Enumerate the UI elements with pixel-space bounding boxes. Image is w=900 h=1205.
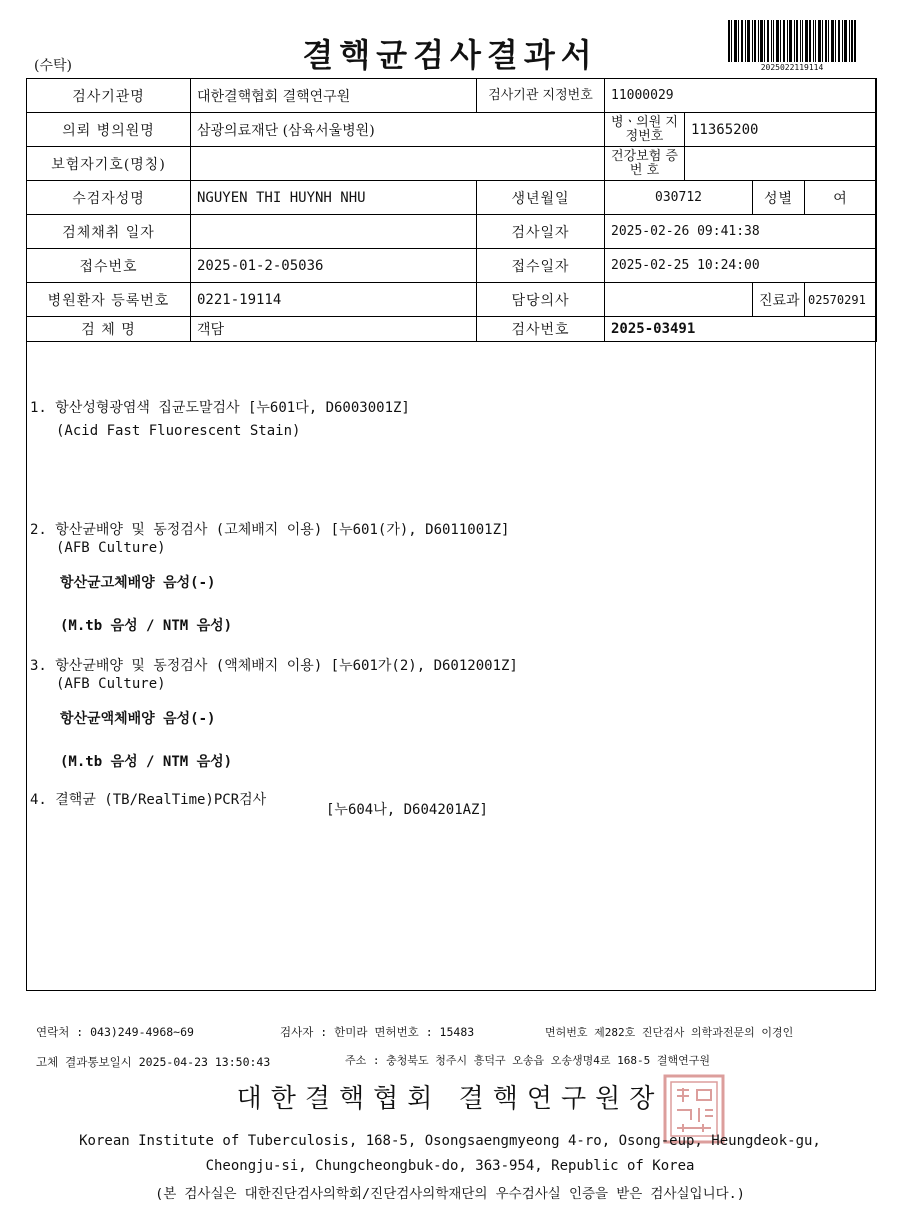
examiner-info: 검사자 : 한미라 면허번호 : 15483 xyxy=(280,1025,475,1039)
dob-value: 030712 xyxy=(605,181,753,215)
table-row xyxy=(27,147,877,181)
doctor-label: 담당의사 xyxy=(477,283,605,317)
test2-title: 2. 항산균배양 및 동정검사 (고체배지 이용) [누601(가), D6011001Z] xyxy=(30,522,510,538)
table-row xyxy=(27,181,877,215)
specimen-label: 검 체 명 xyxy=(27,317,191,342)
collect-date-value xyxy=(191,215,477,249)
receipt-date-value: 2025-02-25 10:24:00 xyxy=(605,249,877,283)
address-english-line1: Korean Institute of Tuberculosis, 168-5, Osongsaengmyeong 4-ro, Osong-eup, Heungdeok-gu, xyxy=(79,1133,821,1149)
certification-note: (본 검사실은 대한진단검사의학회/진단검사의학재단의 우수검사실 인증을 받은 검사실입니다.) xyxy=(155,1186,745,1202)
test-date-label: 검사일자 xyxy=(477,215,605,249)
patient-name-value: NGUYEN THI HUYNH NHU xyxy=(191,181,477,215)
document-title: 결핵균검사결과서 xyxy=(302,36,598,74)
hospital-code-value: 11365200 xyxy=(685,113,877,147)
test4-title: 4. 결핵균 (TB/RealTime)PCR검사 xyxy=(30,792,267,808)
test2-result: 항산균고체배양 음성(-) xyxy=(60,575,216,591)
test1-title: 1. 항산성형광염색 집균도말검사 [누601다, D6003001Z] xyxy=(30,400,410,416)
hospital-code-label: 병ㆍ의원 지정번호 xyxy=(605,113,685,147)
info-table xyxy=(26,78,877,342)
lab-name-value: 대한결핵협회 결핵연구원 xyxy=(191,79,477,113)
health-ins-label: 건강보험 증 번 호 xyxy=(605,147,685,181)
lab-name-label: 검사기관명 xyxy=(27,79,191,113)
reg-no-value: 0221-19114 xyxy=(191,283,477,317)
insurer-value xyxy=(191,147,605,181)
reg-no-label: 병원환자 등록번호 xyxy=(27,283,191,317)
sex-value: 여 xyxy=(805,181,877,215)
test2-english: (AFB Culture) xyxy=(56,540,166,556)
specimen-value: 객담 xyxy=(191,317,477,342)
table-row xyxy=(27,113,877,147)
receipt-no-label: 접수번호 xyxy=(27,249,191,283)
hospital-label: 의뢰 병의원명 xyxy=(27,113,191,147)
contact-info: 연락처 : 043)249-4968~69 xyxy=(36,1025,194,1039)
specialist-info: 면허번호 제282호 진단검사 의학과전문의 이경인 xyxy=(545,1026,794,1039)
address-korean: 주소 : 충청북도 청주시 흥덕구 오송읍 오송생명4로 168-5 결핵연구원 xyxy=(345,1054,710,1067)
table-row xyxy=(27,79,877,113)
test4-code: [누604나, D604201AZ] xyxy=(326,802,488,818)
test2-subresult: (M.tb 음성 / NTM 음성) xyxy=(60,618,233,634)
dept-label: 진료과 xyxy=(753,283,805,317)
health-ins-value xyxy=(685,147,877,181)
insurer-label: 보험자기호(명칭) xyxy=(27,147,191,181)
test3-result: 항산균액체배양 음성(-) xyxy=(60,711,216,727)
test1-english: (Acid Fast Fluorescent Stain) xyxy=(56,423,301,439)
test3-subresult: (M.tb 음성 / NTM 음성) xyxy=(60,754,233,770)
barcode-number: 2025022119114 xyxy=(760,63,824,72)
institute-name: 대한결핵협회 결핵연구원장 xyxy=(236,1084,664,1114)
lab-code-value: 11000029 xyxy=(605,79,877,113)
table-row xyxy=(27,317,877,342)
test-no-value: 2025-03491 xyxy=(605,317,877,342)
receipt-no-value: 2025-01-2-05036 xyxy=(191,249,477,283)
table-row xyxy=(27,283,877,317)
notice-datetime: 고체 결과통보일시 2025-04-23 13:50:43 xyxy=(36,1055,271,1069)
hospital-value: 삼광의료재단 (삼육서울병원) xyxy=(191,113,605,147)
test-no-label: 검사번호 xyxy=(477,317,605,342)
barcode-image xyxy=(728,20,856,62)
table-row xyxy=(27,249,877,283)
receipt-label: (수탁) xyxy=(34,58,72,74)
patient-name-label: 수검자성명 xyxy=(27,181,191,215)
test3-title: 3. 항산균배양 및 동정검사 (액체배지 이용) [누601가(2), D6012001Z] xyxy=(30,658,518,674)
test-date-value: 2025-02-26 09:41:38 xyxy=(605,215,877,249)
sex-label: 성별 xyxy=(753,181,805,215)
dob-label: 생년월일 xyxy=(477,181,605,215)
table-row xyxy=(27,215,877,249)
doctor-value xyxy=(605,283,753,317)
address-english-line2: Cheongju-si, Chungcheongbuk-do, 363-954, Republic of Korea xyxy=(205,1158,695,1174)
test3-english: (AFB Culture) xyxy=(56,676,166,692)
lab-code-label: 검사기관 지정번호 xyxy=(477,79,605,113)
collect-date-label: 검체채취 일자 xyxy=(27,215,191,249)
dept-value: 02570291 xyxy=(805,283,877,317)
receipt-date-label: 접수일자 xyxy=(477,249,605,283)
